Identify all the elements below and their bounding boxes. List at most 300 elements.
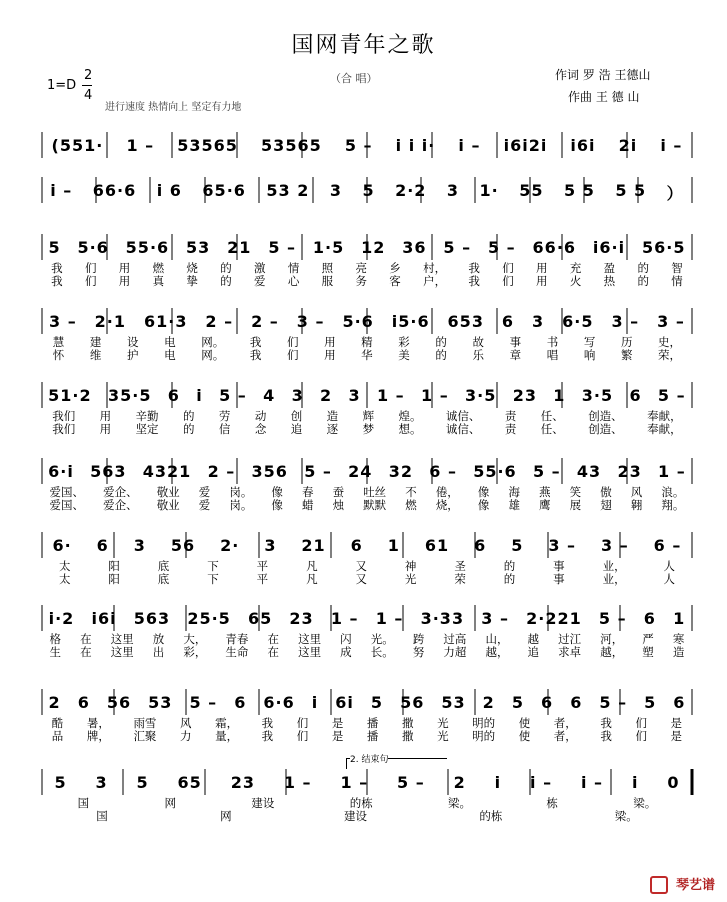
lyric-syllable: 光 <box>437 716 449 730</box>
lyric-syllable: 播 <box>366 716 379 730</box>
lyric-syllable: 业， <box>602 572 626 586</box>
note: i6i2i <box>503 136 548 155</box>
lyric-syllable: 展 <box>569 498 582 512</box>
note: 4321 <box>142 462 192 481</box>
note: i – <box>580 773 604 792</box>
note: 53565 <box>177 136 238 155</box>
lyric-syllable: 雄 <box>508 498 520 512</box>
note: 1 – <box>283 773 312 792</box>
lyric-syllable: 太 <box>58 572 71 586</box>
lyric-syllable: 撒 <box>401 729 414 743</box>
note: 53 2 <box>266 181 310 200</box>
note: 5 – <box>599 693 628 712</box>
lyric-syllable: 又 <box>355 572 367 586</box>
lyric-syllable: 的栋 <box>349 796 373 810</box>
lyric-syllable: 是 <box>670 716 683 730</box>
note: 563 <box>133 609 171 628</box>
lyric-syllable: 翅 <box>600 498 612 512</box>
lyric-syllable: 像 <box>477 498 490 512</box>
lyric-syllable: 在 <box>267 645 279 659</box>
lyric-syllable: 光。 <box>370 632 394 646</box>
lyric-syllable: 追 <box>290 422 303 436</box>
lyric-syllable: 们 <box>296 729 309 743</box>
note: 6 – <box>653 536 682 555</box>
lyric-syllable: 量， <box>215 729 239 743</box>
lyric-syllable: 平 <box>256 559 269 573</box>
note: 23 <box>289 609 314 628</box>
lyric-syllable: 真 <box>152 274 165 288</box>
note: 5 – <box>268 238 297 257</box>
note: 3 – <box>481 609 509 628</box>
note: 56 <box>170 536 196 555</box>
lyric-syllable: 者， <box>553 729 577 743</box>
note: 3 <box>133 536 146 555</box>
tempo-marking: 进行速度 热情向上 坚定有力地 <box>105 102 242 113</box>
lyric-syllable: 我 <box>468 274 480 288</box>
note: 6 <box>96 536 109 555</box>
note: 6 <box>234 693 247 712</box>
lyric-syllable: 辉 <box>362 409 375 423</box>
note: 53 <box>148 693 173 712</box>
note: 35·5 <box>107 386 152 405</box>
staff-row <box>40 306 694 336</box>
note: 56 <box>400 693 425 712</box>
lyric-syllable: 像 <box>477 485 490 499</box>
lyric-syllable: 越， <box>485 645 509 659</box>
note: 6 – <box>429 462 457 481</box>
note: 61 <box>424 536 450 555</box>
lyric-syllable: 网。 <box>201 335 225 349</box>
note: 5 <box>54 773 67 792</box>
lyric-syllable: 栋 <box>546 796 558 810</box>
lyric-syllable: 岗。 <box>229 498 253 512</box>
note: 65 <box>247 609 273 628</box>
lyric-syllable: 生 <box>49 645 62 659</box>
lyric-syllable: 阳 <box>108 572 120 586</box>
lyric-syllable: 任、 <box>540 422 564 436</box>
note: 6·i <box>48 462 74 481</box>
lyric-syllable: 跨 <box>412 632 425 646</box>
lyric-syllable: 用 <box>536 274 548 288</box>
lyric-syllable: 翱 <box>630 498 643 512</box>
lyric-syllable: 下 <box>207 572 219 586</box>
lyric-syllable: 平 <box>256 572 269 586</box>
lyric-syllable: 们 <box>84 274 97 288</box>
note: 3 <box>446 181 460 200</box>
lyric-syllable: 的 <box>637 261 649 275</box>
lyric-syllable: 网 <box>220 809 232 823</box>
time-signature-bottom: 4 <box>84 88 93 103</box>
lyric-syllable: 撒 <box>401 716 414 730</box>
lyric-line-2 <box>40 421 694 437</box>
lyric-syllable: 想。 <box>398 422 422 436</box>
lyric-syllable: 诚信、 <box>445 409 481 423</box>
lyric-syllable: 充 <box>569 261 582 275</box>
lyric-syllable: 闪 <box>340 632 352 646</box>
staff-row <box>40 530 694 560</box>
lyric-syllable: 情 <box>671 274 683 288</box>
note: i6i <box>91 609 117 628</box>
note: 23 <box>617 462 642 481</box>
note: 12 <box>361 238 386 257</box>
lyric-syllable: 的 <box>182 409 195 423</box>
lyric-syllable: 事 <box>553 572 565 586</box>
lyric-syllable: 热 <box>603 274 616 288</box>
lyric-syllable: 的 <box>503 559 516 573</box>
lyric-syllable: 们 <box>635 716 647 730</box>
note: 6 <box>570 693 583 712</box>
note: 5 – <box>598 609 627 628</box>
lyric-syllable: 的 <box>435 348 447 362</box>
note: 6 <box>673 693 686 712</box>
note: 3·5 <box>465 386 497 405</box>
note: 1 – <box>421 386 449 405</box>
lyric-syllable: 们 <box>296 716 309 730</box>
lyric-syllable: 凡 <box>306 572 318 586</box>
note: 3 <box>532 312 545 331</box>
lyric-syllable: 造 <box>326 409 339 423</box>
lyric-syllable: 河， <box>600 632 624 646</box>
lyric-syllable: 我 <box>261 729 274 743</box>
staff-row <box>40 767 694 797</box>
lyric-syllable: 的 <box>637 274 649 288</box>
lyric-syllable: 我们 <box>52 422 76 436</box>
staff-row <box>40 687 694 717</box>
lyric-syllable: 人 <box>663 559 676 573</box>
page-title: 国网青年之歌 <box>291 33 436 58</box>
staff-row <box>40 130 694 160</box>
note: 3 <box>264 536 277 555</box>
lyric-syllable: 烧， <box>435 498 459 512</box>
note: 21 <box>301 536 326 555</box>
lyric-syllable: 烧 <box>186 261 198 275</box>
lyric-syllable: 光 <box>404 572 417 586</box>
note: 3 – <box>611 312 640 331</box>
note: i·2 <box>48 609 75 628</box>
note: 3 <box>348 386 361 405</box>
lyric-syllable: 亮 <box>355 261 367 275</box>
lyric-syllable: 们 <box>286 335 299 349</box>
note: 5·6 <box>342 312 374 331</box>
note: 1·5 <box>312 238 345 257</box>
lyric-syllable: 力 <box>180 729 192 743</box>
lyricist-credit: 作词 罗 浩 王德山 <box>555 68 651 82</box>
staff-row <box>40 232 694 262</box>
note: i – <box>660 136 683 155</box>
lyric-syllable: 春 <box>302 485 314 499</box>
note: 5·6 <box>77 238 109 257</box>
lyric-syllable: 像 <box>271 485 283 499</box>
note: 65·6 <box>202 181 246 200</box>
lyric-syllable: 燃 <box>152 261 165 275</box>
lyric-syllable: 这里 <box>298 645 322 659</box>
note: i i i· <box>395 136 436 155</box>
lyric-syllable: 爱国、 <box>49 498 85 512</box>
lyric-syllable: 煌。 <box>398 409 422 423</box>
lyric-syllable: 光 <box>437 729 449 743</box>
lyric-syllable: 放 <box>152 632 165 646</box>
lyric-syllable: 求卓 <box>558 645 582 659</box>
note: 5 <box>48 238 61 257</box>
time-signature-top: 2 <box>84 68 93 83</box>
lyric-syllable: 太 <box>58 559 71 573</box>
note: 6 <box>350 536 363 555</box>
lyric-syllable: 是 <box>331 716 344 730</box>
lyric-syllable: 故 <box>472 335 484 349</box>
lyric-syllable: 鹰 <box>539 498 551 512</box>
lyric-syllable: 使 <box>518 716 531 730</box>
lyric-syllable: 霜， <box>215 716 239 730</box>
note: 1· <box>479 181 499 200</box>
note: 56·5 <box>641 238 686 257</box>
note: i 6 <box>156 181 182 200</box>
lyric-syllable: 心 <box>287 274 300 288</box>
note: 1 – <box>126 136 155 155</box>
note-group <box>40 773 694 792</box>
lyric-syllable: 辛勤 <box>135 409 159 423</box>
lyric-syllable: 书 <box>546 335 559 349</box>
note: i – <box>50 181 73 200</box>
lyric-syllable: 敬业 <box>156 485 180 499</box>
note: 2i <box>618 136 638 155</box>
lyric-syllable: 追 <box>527 645 540 659</box>
lyric-syllable: 唱 <box>546 348 559 362</box>
lyric-syllable: 户， <box>423 274 447 288</box>
lyric-syllable: 用 <box>324 335 336 349</box>
note: 6 <box>643 609 656 628</box>
staff-row <box>40 175 694 205</box>
lyric-syllable: 燕 <box>539 485 551 499</box>
lyric-syllable: 荣 <box>454 572 466 586</box>
lyric-syllable: 岗。 <box>229 485 253 499</box>
note: 6·5 <box>562 312 594 331</box>
lyric-syllable: 品 <box>51 729 64 743</box>
lyric-syllable: 风 <box>180 716 192 730</box>
note: i5·6 <box>391 312 430 331</box>
lyric-syllable: 建 <box>89 335 102 349</box>
note: i – <box>530 773 553 792</box>
lyric-syllable: 梁。 <box>633 796 657 810</box>
note: 3 <box>291 386 304 405</box>
lyric-syllable: 我 <box>249 335 262 349</box>
note: 6 <box>541 693 554 712</box>
note: i <box>311 693 319 712</box>
lyric-syllable: 过高 <box>443 632 467 646</box>
note: 21 <box>227 238 252 257</box>
lyric-syllable: 们 <box>286 348 299 362</box>
note: 43 <box>576 462 602 481</box>
lyric-syllable: 在 <box>80 645 92 659</box>
lyric-syllable: 出 <box>152 645 165 659</box>
lyric-syllable: 塑 <box>642 645 654 659</box>
note: 53565 <box>261 136 322 155</box>
note: 6i <box>335 693 354 712</box>
lyric-syllable: 用 <box>99 409 112 423</box>
lyric-syllable: 梁。 <box>614 809 638 823</box>
lyric-syllable: 情 <box>287 261 300 275</box>
lyric-syllable: 护 <box>127 348 139 362</box>
lyric-syllable: 凡 <box>306 559 318 573</box>
lyric-syllable: 精 <box>361 335 373 349</box>
lyric-syllable: 海 <box>508 485 520 499</box>
note: 5 <box>362 181 375 200</box>
note: 5 – <box>397 773 425 792</box>
lyric-syllable: 历 <box>620 335 633 349</box>
note: i – <box>458 136 481 155</box>
lyric-syllable: 设 <box>127 335 139 349</box>
lyric-syllable: 写 <box>583 335 596 349</box>
note: 2·2 <box>395 181 427 200</box>
lyric-syllable: 默默 <box>363 498 387 512</box>
note: 5 – <box>219 386 247 405</box>
note: 66·6 <box>92 181 137 200</box>
lyric-syllable: 牌， <box>86 729 110 743</box>
lyric-syllable: 国 <box>96 809 108 823</box>
lyric-syllable: 使 <box>518 729 531 743</box>
lyric-syllable: 越 <box>527 632 540 646</box>
lyric-syllable: 乡 <box>389 261 401 275</box>
lyric-syllable: 事 <box>509 335 522 349</box>
lyric-syllable: 挚 <box>186 274 198 288</box>
note: 6· <box>52 536 72 555</box>
lyric-syllable: 坚定 <box>135 422 159 436</box>
lyric-syllable: 村， <box>423 261 447 275</box>
lyric-syllable: 美 <box>398 348 410 362</box>
lyric-syllable: 在 <box>80 632 92 646</box>
note: 5 <box>136 773 149 792</box>
note: i <box>196 386 203 405</box>
note: 1 – <box>376 386 405 405</box>
lyric-syllable: 底 <box>157 572 170 586</box>
note: 5 – <box>304 462 332 481</box>
note: 5 – <box>443 238 472 257</box>
note: 2·1 <box>94 312 126 331</box>
lyric-syllable: 创 <box>290 409 303 423</box>
note-group <box>40 312 694 331</box>
lyric-syllable: 我 <box>468 261 480 275</box>
note: 3 – <box>657 312 685 331</box>
lyric-syllable: 雨雪 <box>133 716 157 730</box>
note: 2 <box>320 386 333 405</box>
lyric-syllable: 彩， <box>183 645 207 659</box>
lyric-syllable: 蜡 <box>302 498 314 512</box>
lyric-syllable: 服 <box>321 274 334 288</box>
lyric-syllable: 劳 <box>218 409 231 423</box>
lyric-syllable: 用 <box>536 261 548 275</box>
lyric-syllable: 这里 <box>110 645 134 659</box>
note: 3 <box>95 773 108 792</box>
lyric-syllable: 风 <box>630 485 643 499</box>
lyric-syllable: 责 <box>504 422 517 436</box>
lyric-syllable: 烛 <box>332 498 345 512</box>
note: 53 <box>441 693 466 712</box>
lyric-syllable: 是 <box>670 729 683 743</box>
lyric-syllable: 浪。 <box>661 485 685 499</box>
lyric-syllable: 梁。 <box>448 796 472 810</box>
note: 1 – <box>657 462 686 481</box>
lyric-syllable: 山， <box>485 632 509 646</box>
lyric-line-2 <box>40 273 694 289</box>
lyric-syllable: 念 <box>254 422 267 436</box>
lyric-line-2 <box>40 497 694 513</box>
note: 0 <box>667 773 680 792</box>
lyric-syllable: 吐丝 <box>363 485 387 499</box>
lyric-syllable: 史， <box>658 335 682 349</box>
lyric-syllable: 盈 <box>603 261 616 275</box>
lyric-line-2 <box>40 644 694 660</box>
note: 23 <box>230 773 255 792</box>
note: 3 – <box>548 536 577 555</box>
lyric-syllable: 暑， <box>86 716 110 730</box>
lyric-syllable: 的 <box>182 422 195 436</box>
note: 5 – <box>344 136 373 155</box>
lyric-syllable: 的 <box>435 335 447 349</box>
note: 6 <box>77 693 90 712</box>
note: 55 <box>519 181 544 200</box>
lyric-syllable: 用 <box>118 261 131 275</box>
note: 6 <box>167 386 180 405</box>
note: 1 <box>673 609 686 628</box>
lyric-syllable: 乐 <box>472 348 484 362</box>
lyric-syllable: 者， <box>553 716 577 730</box>
staff-row <box>40 603 694 633</box>
lyric-syllable: 神 <box>404 559 417 573</box>
lyric-syllable: 奉献， <box>647 409 682 423</box>
lyric-syllable: 力超 <box>443 645 467 659</box>
note: 3·33 <box>420 609 465 628</box>
lyric-syllable: 华 <box>361 348 373 362</box>
note: 5 5 <box>564 181 595 200</box>
lyric-syllable: 傲 <box>600 485 612 499</box>
lyric-syllable: 用 <box>324 348 336 362</box>
lyric-syllable: 用 <box>99 422 112 436</box>
note: 36 <box>402 238 427 257</box>
note: 2 <box>482 693 495 712</box>
note: 32 <box>388 462 413 481</box>
lyric-syllable: 的 <box>503 572 516 586</box>
lyric-syllable: 们 <box>502 261 514 275</box>
lyric-syllable: 我 <box>600 716 612 730</box>
lyric-syllable: 国 <box>77 796 90 810</box>
note: 5 <box>511 693 524 712</box>
lyric-syllable: 酷 <box>51 716 64 730</box>
note: 2 – <box>207 462 236 481</box>
lyric-syllable: 生命 <box>225 645 249 659</box>
lyric-syllable: 播 <box>366 729 379 743</box>
note: 5 <box>511 536 524 555</box>
lyric-syllable: 人 <box>663 572 676 586</box>
note-group <box>40 386 694 405</box>
lyric-syllable: 创造、 <box>588 422 623 436</box>
lyric-syllable: 爱 <box>198 498 211 512</box>
lyric-syllable: 倦， <box>435 485 459 499</box>
note: 3 – <box>296 312 325 331</box>
note: i <box>494 773 502 792</box>
lyric-syllable: 敬业 <box>156 498 180 512</box>
watermark-text: 琴艺谱 <box>675 877 715 893</box>
lyric-syllable: 照 <box>321 261 334 275</box>
note: 6 <box>501 312 515 331</box>
note: 563 <box>90 462 127 481</box>
lyric-syllable: 爱 <box>198 485 211 499</box>
note: 2 <box>48 693 61 712</box>
lyric-syllable: 电 <box>164 335 176 349</box>
lyric-syllable: 燃 <box>405 498 417 512</box>
lyric-syllable: 努 <box>412 645 425 659</box>
lyric-syllable: 又 <box>355 559 367 573</box>
lyric-line-2 <box>40 808 694 824</box>
note: (551· <box>51 136 104 155</box>
